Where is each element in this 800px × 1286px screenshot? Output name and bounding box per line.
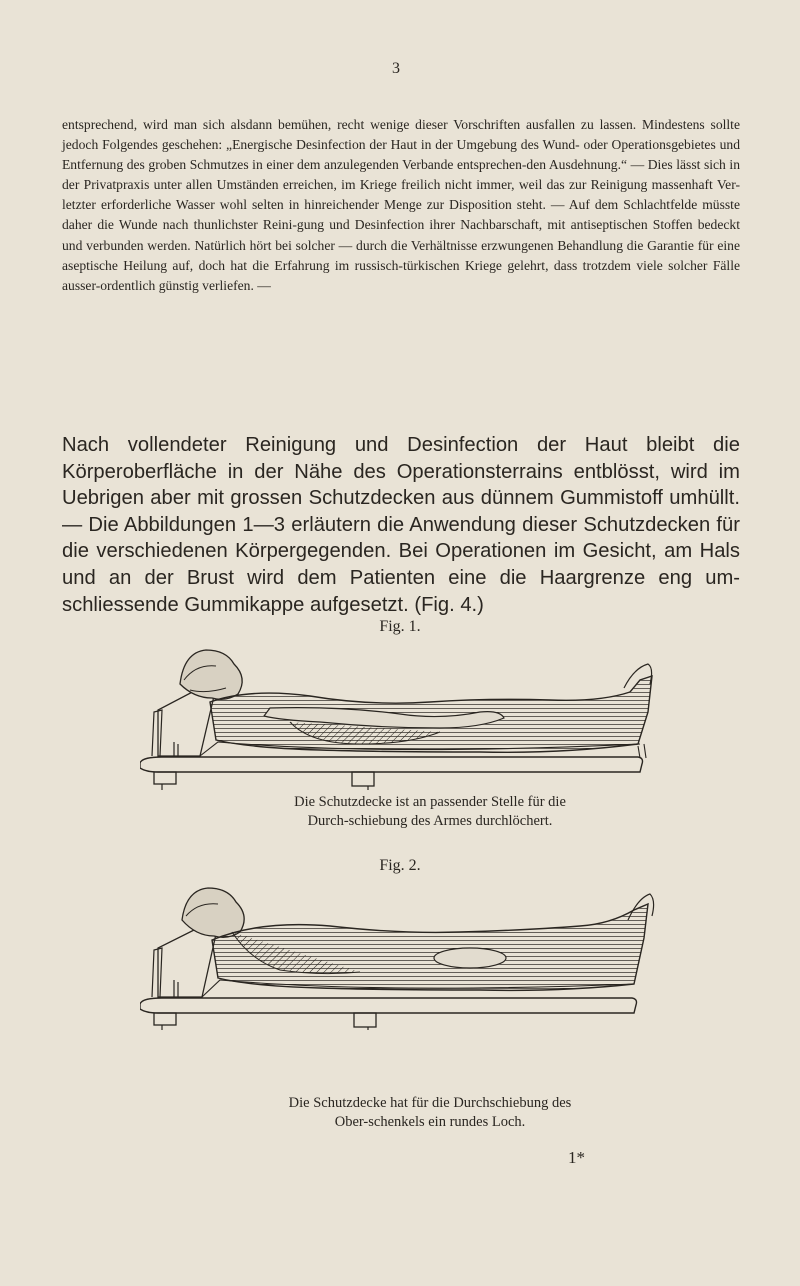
body-paragraph: entsprechend, wird man sich alsdann bemühen, recht wenige dieser Vorschriften ausfallen zu lassen. Mindestens sollte jedoch Folgendes geschehen: „Energische Desinfection der Haut in der Umgebung des Wund- oder Operationsgebietes und Entfernung des groben Schmutzes in einer dem anzulegenden Verbande entsprechen-den Ausdehnung.“ — Dies lässt sich in der Privatpraxis unter allen Umständen erreichen, im Kriege freilich nicht immer, weil das zur Reinigung massenhaft Ver-letzter erforderliche Wasser wohl selten in hinreichender Menge zur Disposition steht. — Auf dem Schlachtfelde müsste daher die Wunde nach thunlichster Reini-gung und Desinfection ihrer Nachbarschaft, mit antiseptischen Stoffen bedeckt und verbunden werden. Natürlich hört bei solcher — durch die Verhältnisse erzwungenen Behandlung die Garantie für eine aseptische Heilung auf, doch hat die Erfahrung im russisch-türkischen Kriege gelehrt, dass trotzdem viele solcher Fälle ausser-ordentlich günstig verliefen. —: [62, 117, 740, 293]
large-print-paragraph: Nach vollendeter Reinigung und Desinfection der Haut bleibt die Körperoberfläche in der Nähe des Operationsterrains entblösst, wird im Uebrigen aber mit grossen Schutzdecken aus dünnem Gummistoff umhüllt. — Die Abbildungen 1—3 erläutern die Anwendung dieser Schutzdecken für die verschiedenen Körpergegenden. Bei Operationen im Gesicht, am Hals und an der Brust wird dem Patienten eine die Haargrenze eng um-schliessende Gummikappe aufgesetzt. (Fig. 4.): [62, 434, 740, 616]
figure-1-illustration: [140, 640, 660, 790]
figure-2-label: Fig. 2.: [379, 857, 421, 874]
signature-mark: 1*: [568, 1148, 585, 1167]
figure-2-illustration: [140, 880, 660, 1030]
figure-1-caption: Die Schutzdecke ist an passender Stelle für die Durch-schiebung des Armes durchlöchert.: [294, 794, 566, 829]
figure-1-label: Fig. 1.: [379, 618, 421, 635]
figure-2-caption: Die Schutzdecke hat für die Durchschiebung des Ober-schenkels ein rundes Loch.: [288, 1095, 572, 1130]
page-number: 3: [392, 60, 401, 77]
